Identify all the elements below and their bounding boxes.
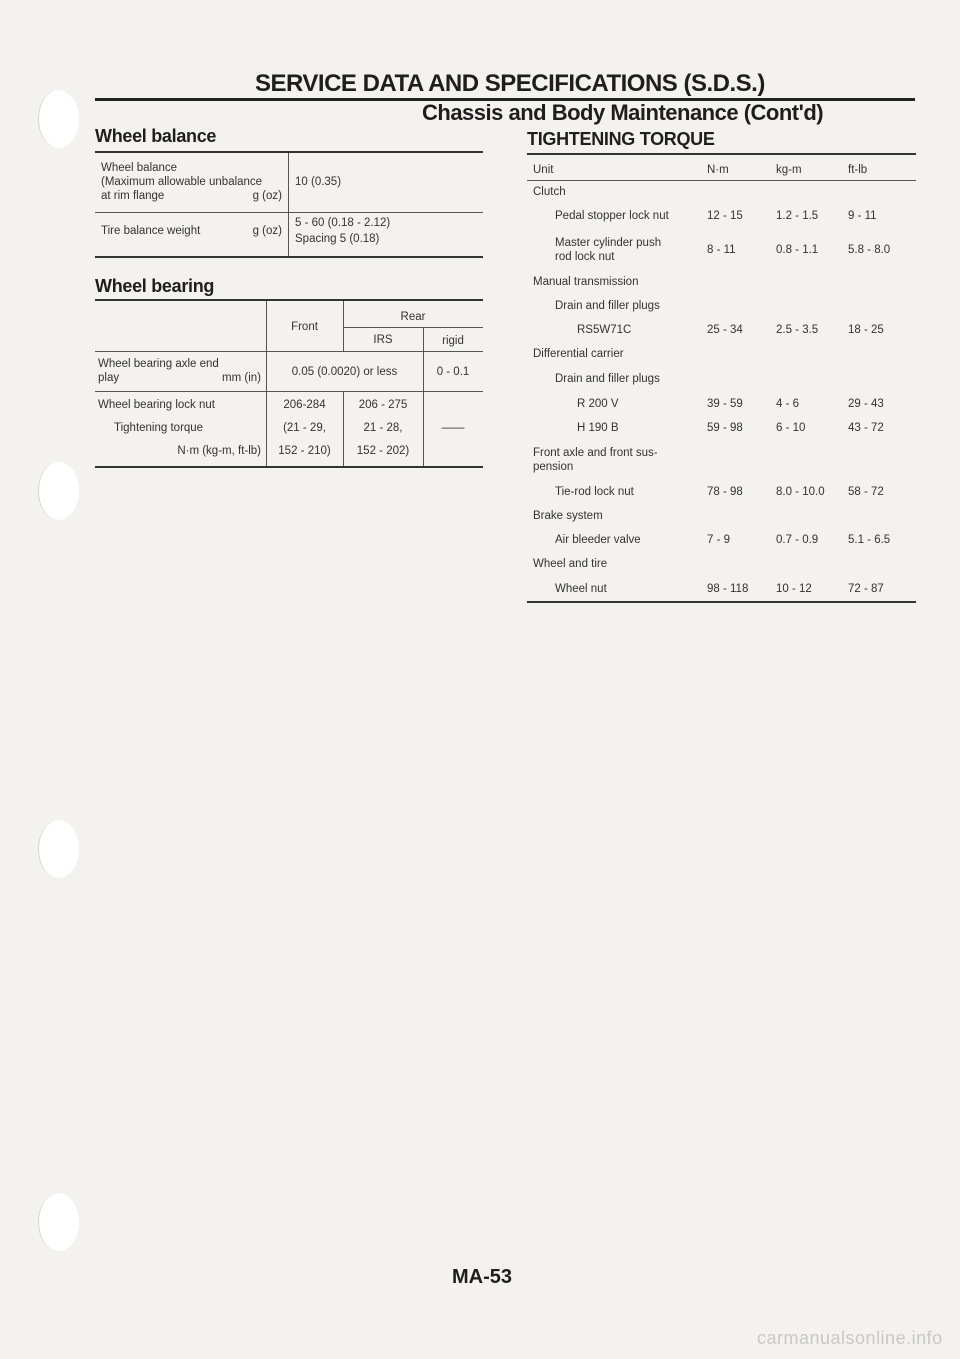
page-title: SERVICE DATA AND SPECIFICATIONS (S.D.S.) [255,70,765,97]
wheel-balance-heading: Wheel balance [95,126,217,146]
torque-row-label: Differential carrier [533,348,624,360]
axle-end-play-rigid: 0 - 0.1 [436,366,470,378]
tire-balance-weight-value-2: Spacing 5 (0.18) [295,233,380,245]
tire-balance-weight-unit: g (oz) [252,225,282,237]
torque-row-label: H 190 B [577,422,619,434]
binder-hole [38,820,79,878]
torque-row-label: Wheel and tire [533,558,608,570]
binder-hole [38,1193,79,1251]
page-subtitle: Chassis and Body Maintenance (Cont'd) [422,100,824,125]
axle-end-play-label-2: play [98,372,120,384]
wheel-balance-top-rule [95,151,483,153]
torque-value-ftlb: 29 - 43 [848,398,884,410]
wheel-bearing-heading: Wheel bearing [95,276,215,296]
torque-value-nm: 7 - 9 [707,534,731,546]
torque-row-label: Pedal stopper lock nut [555,210,669,222]
torque-row-label: Clutch [533,186,566,198]
lock-nut-label-2: Tightening torque [114,422,204,434]
torque-row-label: R 200 V [577,398,619,410]
lock-nut-front-1: 206-284 [283,399,326,411]
lock-nut-rigid: —— [441,422,465,434]
wheel-bearing-col-irs: IRS [373,334,393,346]
torque-value-nm: 98 - 118 [707,583,749,595]
torque-value-ftlb: 72 - 87 [848,583,884,595]
wheel-balance-value: 10 (0.35) [295,176,342,188]
lock-nut-irs-2: 21 - 28, [363,422,403,434]
torque-col-unit: Unit [533,164,554,176]
torque-value-ftlb: 18 - 25 [848,324,884,336]
lock-nut-label-1: Wheel bearing lock nut [98,399,215,411]
wheel-balance-label-line-1: Wheel balance [101,162,178,174]
tire-balance-weight-label: Tire balance weight [101,225,201,237]
torque-value-nm: 12 - 15 [707,210,743,222]
torque-row-label: Manual transmission [533,276,639,288]
torque-row-label: RS5W71C [577,324,632,336]
torque-top-rule [527,153,916,155]
torque-value-kgm: 10 - 12 [776,583,812,595]
page-number: MA-53 [452,1266,513,1288]
lock-nut-front-3: 152 - 210) [278,445,331,457]
torque-row-label: Drain and filler plugs [555,373,660,385]
torque-value-kgm: 6 - 10 [776,422,806,434]
torque-value-kgm: 4 - 6 [776,398,800,410]
torque-value-ftlb: 5.8 - 8.0 [848,244,891,256]
torque-value-kgm: 1.2 - 1.5 [776,210,819,222]
axle-end-play-front-irs: 0.05 (0.0020) or less [291,366,398,378]
wheel-balance-label-line-2: (Maximum allowable unbalance [101,176,263,188]
lock-nut-front-2: (21 - 29, [283,422,326,434]
binder-hole [38,90,79,148]
torque-value-ftlb: 9 - 11 [848,210,877,222]
torque-row-label: Tie-rod lock nut [555,486,634,498]
torque-row-label: pension [533,461,574,473]
wheel-balance-unit: g (oz) [252,190,282,202]
tire-balance-weight-value-1: 5 - 60 (0.18 - 2.12) [295,217,391,229]
torque-value-nm: 59 - 98 [707,422,743,434]
torque-value-ftlb: 58 - 72 [848,486,884,498]
wheel-bearing-col-rigid: rigid [442,335,464,347]
torque-row-label: Brake system [533,510,603,522]
torque-value-nm: 25 - 34 [707,324,743,336]
torque-heading: TIGHTENING TORQUE [527,129,715,149]
lock-nut-irs-3: 152 - 202) [356,445,410,457]
torque-row-label: rod lock nut [555,251,615,263]
wheel-balance-label-line-3: at rim flange [101,190,165,202]
torque-bottom-rule [527,601,916,603]
torque-row-label: Wheel nut [555,583,607,595]
axle-end-play-unit: mm (in) [222,372,261,384]
binder-hole [38,462,79,520]
watermark: carmanualsonline.info [757,1328,943,1348]
axle-end-play-label-1: Wheel bearing axle end [98,358,219,370]
torque-value-nm: 39 - 59 [707,398,743,410]
torque-value-kgm: 0.8 - 1.1 [776,244,819,256]
torque-value-ftlb: 5.1 - 6.5 [848,534,891,546]
torque-value-kgm: 8.0 - 10.0 [776,486,825,498]
torque-col-nm: N·m [707,164,729,176]
wheel-bearing-top-rule [95,299,483,301]
lock-nut-label-3: N·m (kg-m, ft-lb) [177,445,261,457]
torque-value-kgm: 0.7 - 0.9 [776,534,819,546]
torque-value-ftlb: 43 - 72 [848,422,884,434]
torque-row-label: Air bleeder valve [555,534,641,546]
torque-row-label: Master cylinder push [555,237,662,249]
lock-nut-irs-1: 206 - 275 [358,399,408,411]
torque-value-kgm: 2.5 - 3.5 [776,324,819,336]
wheel-bearing-col-front: Front [291,321,318,333]
torque-value-nm: 78 - 98 [707,486,743,498]
torque-col-ftlb: ft-lb [848,164,868,176]
torque-value-nm: 8 - 11 [707,244,736,256]
torque-row-label: Drain and filler plugs [555,300,660,312]
torque-col-kgm: kg-m [776,164,802,176]
wheel-bearing-col-rear: Rear [400,311,426,323]
torque-row-label: Front axle and front sus- [533,447,658,459]
